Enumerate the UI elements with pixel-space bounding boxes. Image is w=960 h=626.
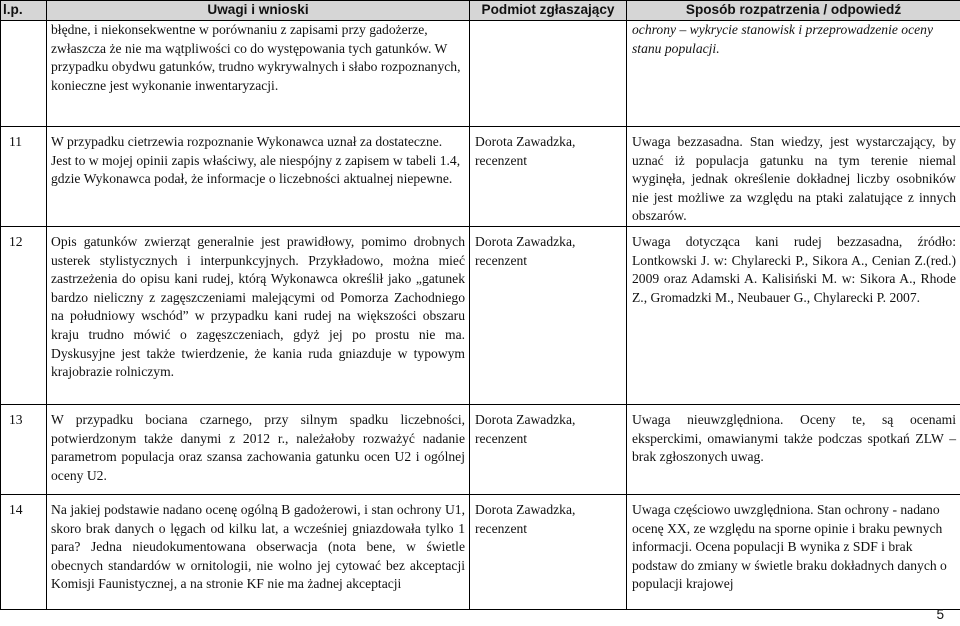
table-row: [1, 494, 960, 609]
remark-cell: Opis gatunków zwierząt generalnie jest prawidłowy, pomimo drobnych usterek stylistycznych i interpunkcyjnych. Przykładowo, można mieć zastrzeżenia do opisu kani rudej, którą Wykonawca określił jako „gatunek bardzo nieliczny z zagęszczeniami malejącymi od Pomorza Zachodniego na południowy wschód” w przypadku kani rudej na większości obszaru kraju trudno mówić o zagęszczeniach, gdyż jej po prostu nie ma. Dyskusyjne jest także twierdzenie, że kania ruda gniazduje w typowym krajobrazie rolniczym.: [47, 226, 470, 404]
remark-cell: W przypadku cietrzewia rozpoznanie Wykonawca uznał za dostateczne. Jest to w mojej opinii zapis właściwy, ale niespójny z zapisem w tabeli 1.4, gdzie Wykonawca podał, że informacje o liczebności aktualnej niepewne.: [47, 127, 470, 227]
resolution-cell: Uwaga częściowo uwzględniona. Stan ochrony - nadano ocenę XX, ze względu na sporne opinie i braku pewnych informacji. Ocena populacji B wynika z SDF i brak podstaw do zmiany w świetle braku dokładnych danych o populacji krajowej: [627, 494, 960, 609]
reporter-cell: Dorota Zawadzka, recenzent: [470, 494, 627, 609]
row-number: 14: [1, 494, 47, 609]
page-number: 5: [936, 607, 944, 622]
row-number: [1, 21, 47, 127]
table-row: [1, 21, 960, 127]
table-row: [1, 404, 960, 494]
resolution-cell: Uwaga bezzasadna. Stan wiedzy, jest wystarczający, by uznać iż populacja gatunku na tym terenie niemal wyginęła, jednak określenie dokładnej liczby osobników nie jest możliwe za względu na ptaki zalatujące z innych obszarów.: [627, 127, 960, 227]
header-remarks: Uwagi i wnioski: [47, 1, 470, 21]
reporter-cell: Dorota Zawadzka, recenzent: [470, 127, 627, 227]
remark-cell: błędne, i niekonsekwentne w porównaniu z zapisami przy gadożerze, zwłaszcza że nie ma wątpliwości co do występowania tych gatunków. W przypadku obydwu gatunków, trudno wykrywalnych i słabo rozpoznanych, konieczne jest wykonanie inwentaryzacji.: [47, 21, 470, 127]
resolution-cell: Uwaga dotycząca kani rudej bezzasadna, źródło: Lontkowski J. w: Chylarecki P., Sikora A., Cenian Z.(red.) 2009 oraz Adamski A. Kalisiński M. w: Sikora A., Rhode Z., Gromadzki M., Neubauer G., Chylarecki P. 2007.: [627, 226, 960, 404]
resolution-cell: ochrony – wykrycie stanowisk i przeprowadzenie oceny stanu populacji.: [627, 21, 960, 127]
table-row: [1, 127, 960, 227]
reporter-cell: Dorota Zawadzka, recenzent: [470, 226, 627, 404]
remark-cell: Na jakiej podstawie nadano ocenę ogólną B gadożerowi, i stan ochrony U1, skoro brak danych o lęgach od kilku lat, a wcześniej gniazdowała tylko 1 para? Jedna nieudokumentowana obserwacja (nota bene, w świetle obecnych standardów w ornitologii, nie wolno jej cytować bez akceptacji Komisji Faunistycznej, a na stronie KF nie ma żadnej akceptacji: [47, 494, 470, 609]
header-lp: l.p.: [1, 1, 47, 21]
table-header-row: [1, 1, 960, 21]
row-number: 13: [1, 404, 47, 494]
remark-cell: W przypadku bociana czarnego, przy silnym spadku liczebności, potwierdzonym także danymi z 2012 r., należałoby rozważyć nadanie parametrom populacja oraz szansa zachowania gatunku ocen U2 i ogólnej oceny U2.: [47, 404, 470, 494]
reporter-cell: [470, 21, 627, 127]
row-number: 11: [1, 127, 47, 227]
header-resolution: Sposób rozpatrzenia / odpowiedź: [627, 1, 960, 21]
reporter-cell: Dorota Zawadzka, recenzent: [470, 404, 627, 494]
table-row: [1, 226, 960, 404]
header-reporter: Podmiot zgłaszający: [470, 1, 627, 21]
resolution-cell: Uwaga nieuwzględniona. Oceny te, są ocenami eksperckimi, omawianymi także podczas spotkań ZLW – brak zgłoszonych uwag.: [627, 404, 960, 494]
row-number: 12: [1, 226, 47, 404]
